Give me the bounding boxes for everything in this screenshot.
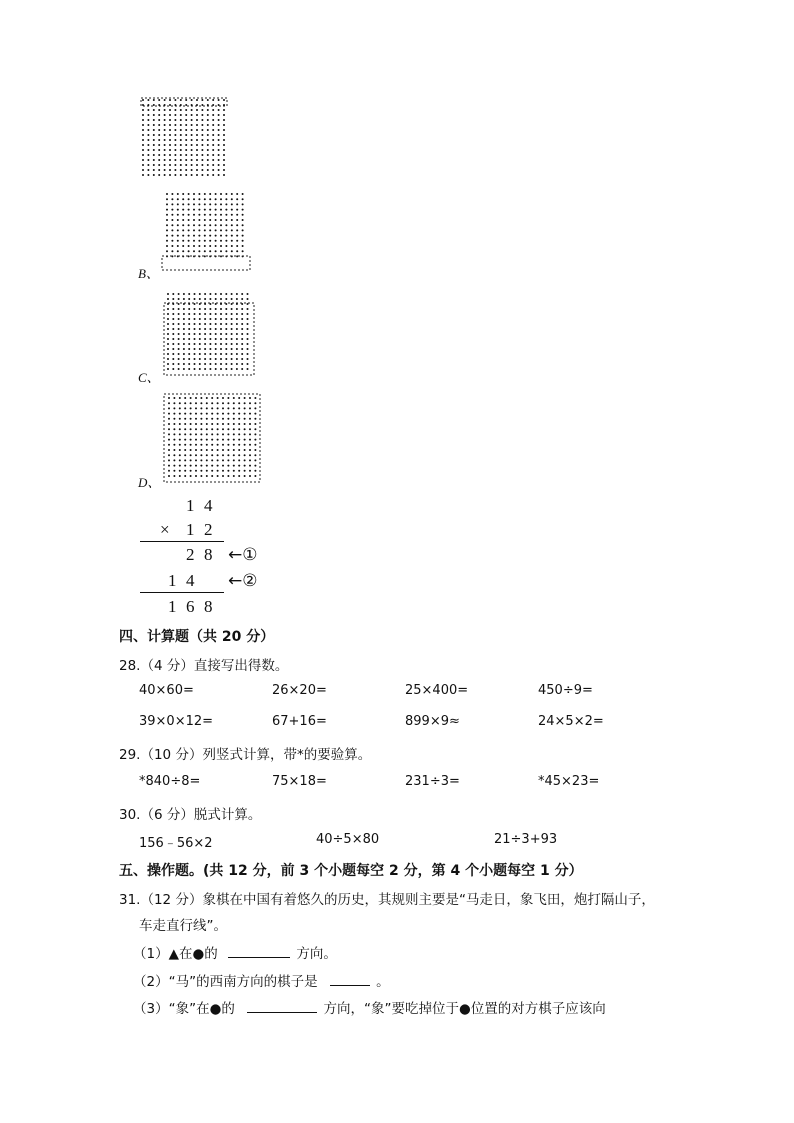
option-b-label: B、 xyxy=(138,266,159,281)
q31-sub1-suffix: 方向。 xyxy=(296,946,337,962)
q31-sub2-prefix: （2）“马”的西南方向的棋子是 xyxy=(133,974,318,990)
vm-partial2-digit-1: 1 xyxy=(168,571,177,590)
vm-partial1-digit-2: 8 xyxy=(204,545,213,564)
vm-line-1 xyxy=(140,541,224,542)
q28-item-5: 39×0×12= xyxy=(139,714,214,729)
q30-item-1: 156﹣56×2 xyxy=(139,836,213,851)
vm-partial1-digit-1: 2 xyxy=(186,545,195,564)
q31-sub2-answer-blank[interactable] xyxy=(330,985,370,986)
vm-marker-1: ←① xyxy=(228,545,258,565)
q31-sub3-prefix: （3）“象”在●的 xyxy=(133,1001,235,1017)
vm-top-digit-2: 4 xyxy=(204,496,213,515)
q29-item-2: 75×18= xyxy=(272,774,327,789)
vm-result-digit-3: 8 xyxy=(204,597,213,616)
option-c-label: C、 xyxy=(138,370,160,385)
q29-label: 29.（10 分）列竖式计算，带*的要验算。 xyxy=(119,747,372,763)
q31-sub3-suffix: 方向，“象”要吃掉位于●位置的对方棋子应该向 xyxy=(323,1001,606,1017)
q28-item-3: 25×400= xyxy=(405,683,469,698)
vm-result-digit-2: 6 xyxy=(186,597,195,616)
q29-item-3: 231÷3= xyxy=(405,774,460,789)
vm-partial2-digit-2: 4 xyxy=(186,571,195,590)
q30-item-3: 21÷3+93 xyxy=(494,832,558,847)
q29-item-1: *840÷8= xyxy=(139,774,201,789)
section-5-title: 五、操作题。(共 12 分，前 3 个小题每空 2 分，第 4 个小题每空 1 分） xyxy=(119,863,583,879)
q31-sub1-prefix: （1）▲在●的 xyxy=(133,946,218,962)
section-4-title: 四、计算题（共 20 分） xyxy=(119,629,275,645)
q31-sub1 xyxy=(133,942,337,962)
q30-label: 30.（6 分）脱式计算。 xyxy=(119,807,262,823)
q28-item-2: 26×20= xyxy=(272,683,327,698)
q29-item-4: *45×23= xyxy=(538,774,600,789)
q28-item-4: 450÷9= xyxy=(538,683,593,698)
vm-marker-2: ←② xyxy=(228,571,258,591)
q28-item-7: 899×9≈ xyxy=(405,714,460,729)
q28-label: 28.（4 分）直接写出得数。 xyxy=(119,658,289,674)
q30-item-2: 40÷5×80 xyxy=(316,832,380,847)
vm-result-digit-1: 1 xyxy=(168,597,177,616)
vm-top-digit-1: 1 xyxy=(186,496,195,515)
option-d-label: D、 xyxy=(138,475,161,490)
vm-multiplier-digit-1: 1 xyxy=(186,520,195,539)
q31-sub2-suffix: 。 xyxy=(376,974,390,990)
q31-label-continued: 车走直行线”。 xyxy=(139,918,227,934)
vm-operator: × xyxy=(160,520,170,539)
vm-line-2 xyxy=(140,592,224,593)
q28-item-6: 67+16= xyxy=(272,714,327,729)
q31-label: 31.（12 分）象棋在中国有着悠久的历史，其规则主要是“马走日，象飞田，炮打隔山子， xyxy=(119,892,655,908)
q28-item-8: 24×5×2= xyxy=(538,714,604,729)
q28-item-1: 40×60= xyxy=(139,683,194,698)
q31-sub3-answer-blank[interactable] xyxy=(247,1012,317,1013)
q31-sub2 xyxy=(133,970,390,990)
vm-multiplier-digit-2: 2 xyxy=(204,520,213,539)
q31-sub3 xyxy=(133,997,606,1017)
q31-sub1-answer-blank[interactable] xyxy=(228,957,290,958)
